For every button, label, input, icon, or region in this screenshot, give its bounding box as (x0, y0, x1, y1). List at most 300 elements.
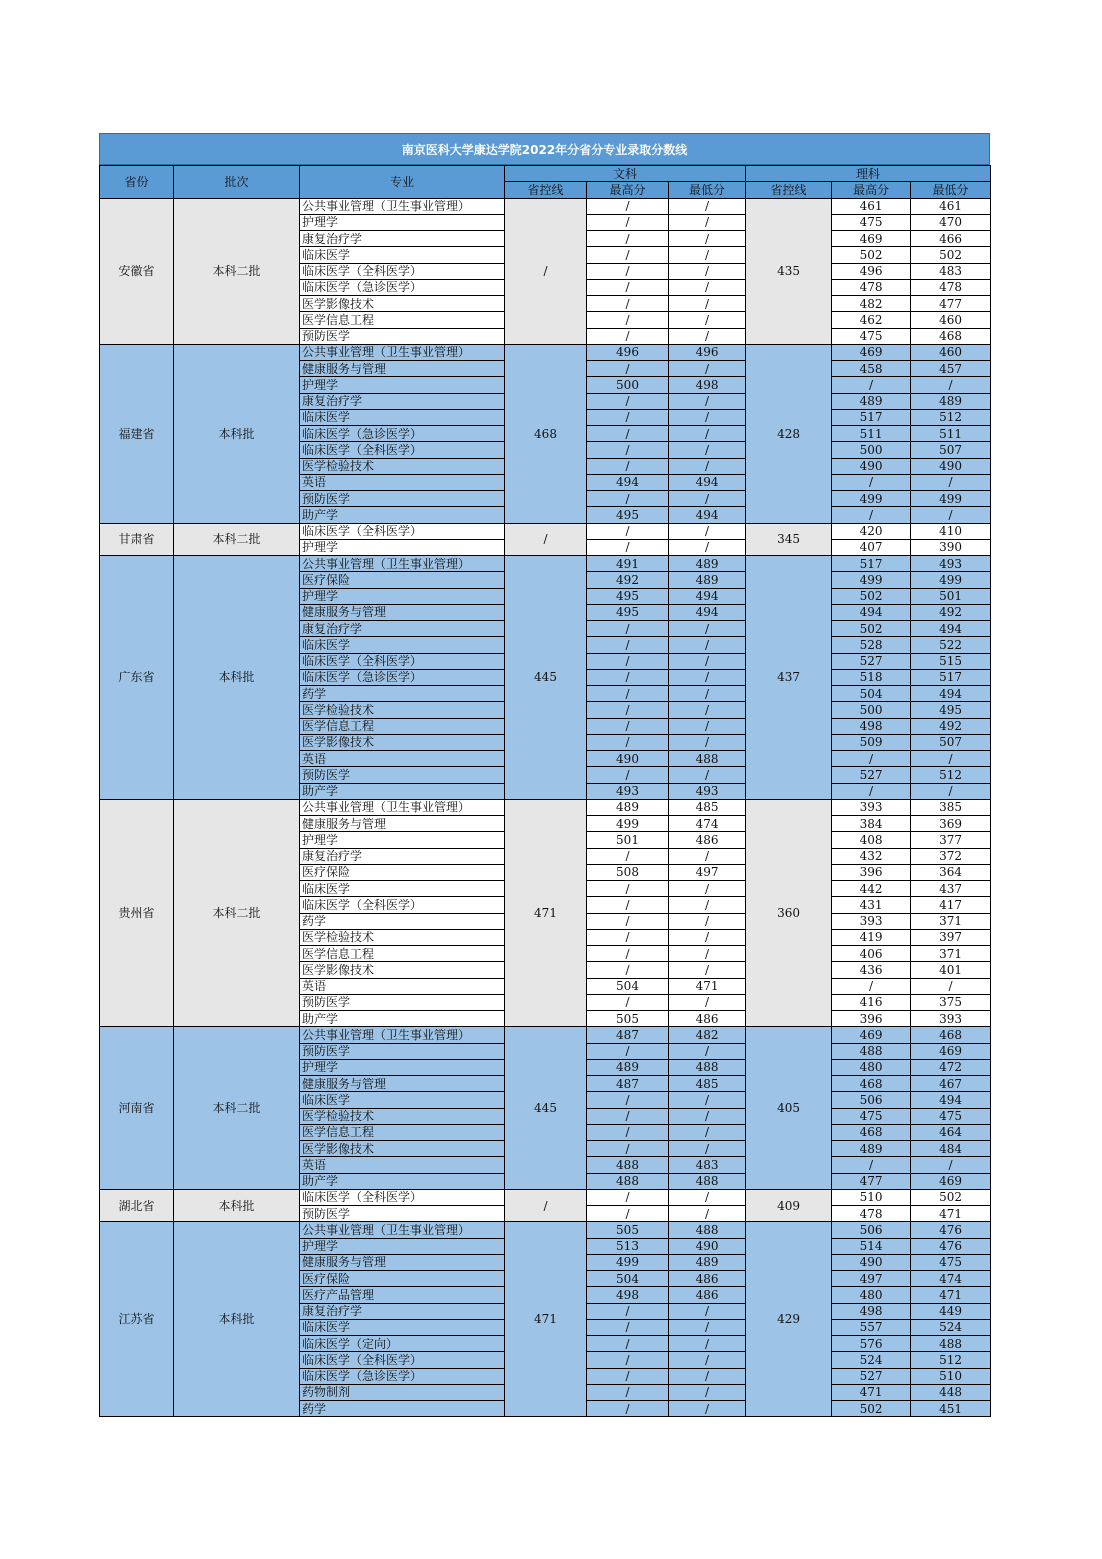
science-max-cell: 528 (832, 637, 911, 653)
science-max-cell: 518 (832, 669, 911, 685)
science-min-cell: 469 (911, 1173, 991, 1189)
science-min-cell: 393 (911, 1011, 991, 1027)
science-min-cell: / (911, 1157, 991, 1173)
major-cell: 临床医学（急诊医学） (300, 669, 505, 685)
arts-min-cell: / (669, 848, 746, 864)
arts-min-cell: / (669, 881, 746, 897)
arts-max-cell: / (587, 1319, 669, 1335)
science-max-cell: 527 (832, 767, 911, 783)
table-row (100, 556, 991, 572)
table-row (100, 344, 991, 360)
arts-max-cell: 490 (587, 751, 669, 767)
arts-max-cell: 508 (587, 864, 669, 880)
science-min-cell: 490 (911, 458, 991, 474)
sheet-title: 南京医科大学康达学院2022年分省分专业录取分数线 (99, 133, 990, 165)
major-cell: 临床医学 (300, 247, 505, 263)
science-max-cell: 504 (832, 686, 911, 702)
science-max-cell: 480 (832, 1287, 911, 1303)
science-max-cell: 500 (832, 442, 911, 458)
major-cell: 健康服务与管理 (300, 361, 505, 377)
science-min-cell: 499 (911, 572, 991, 588)
science-max-cell: 524 (832, 1352, 911, 1368)
arts-min-cell: / (669, 1352, 746, 1368)
science-min-cell: / (911, 751, 991, 767)
major-cell: 英语 (300, 1157, 505, 1173)
science-min-cell: 371 (911, 946, 991, 962)
science-max-cell: 502 (832, 621, 911, 637)
major-cell: 医学信息工程 (300, 718, 505, 734)
arts-min-cell: / (669, 718, 746, 734)
science-max-cell: 432 (832, 848, 911, 864)
science-min-cell: 477 (911, 296, 991, 312)
science-max-cell: 416 (832, 994, 911, 1010)
major-cell: 医学影像技术 (300, 962, 505, 978)
science-max-cell: 506 (832, 1092, 911, 1108)
science-min-cell: 512 (911, 409, 991, 425)
major-cell: 英语 (300, 978, 505, 994)
major-cell: 临床医学（全科医学） (300, 897, 505, 913)
science-min-cell: 461 (911, 198, 991, 214)
arts-control-line-cell: / (505, 1189, 587, 1222)
major-cell: 临床医学 (300, 637, 505, 653)
science-min-cell: 492 (911, 718, 991, 734)
province-cell: 福建省 (100, 344, 174, 523)
arts-min-cell: / (669, 1319, 746, 1335)
arts-control-line-cell: 471 (505, 1222, 587, 1417)
arts-min-cell: / (669, 279, 746, 295)
arts-max-cell: / (587, 198, 669, 214)
major-cell: 健康服务与管理 (300, 816, 505, 832)
arts-control-line-cell: / (505, 523, 587, 556)
science-min-cell: 364 (911, 864, 991, 880)
science-control-line-cell: 429 (746, 1222, 832, 1417)
science-max-cell: 468 (832, 1124, 911, 1140)
science-min-cell: 512 (911, 1352, 991, 1368)
science-min-cell: 494 (911, 1092, 991, 1108)
major-cell: 健康服务与管理 (300, 604, 505, 620)
major-cell: 英语 (300, 751, 505, 767)
science-min-cell: 476 (911, 1238, 991, 1254)
arts-min-cell: / (669, 1141, 746, 1157)
major-cell: 护理学 (300, 539, 505, 555)
arts-max-cell: / (587, 1401, 669, 1417)
science-min-cell: 377 (911, 832, 991, 848)
arts-min-cell: / (669, 702, 746, 718)
major-cell: 康复治疗学 (300, 1303, 505, 1319)
arts-max-cell: 498 (587, 1287, 669, 1303)
science-min-cell: 470 (911, 214, 991, 230)
arts-max-cell: / (587, 1124, 669, 1140)
major-cell: 康复治疗学 (300, 393, 505, 409)
science-min-cell: 372 (911, 848, 991, 864)
science-min-cell: 397 (911, 929, 991, 945)
science-max-cell: 498 (832, 1303, 911, 1319)
header-science-min: 最低分 (911, 182, 991, 198)
science-max-cell: 499 (832, 572, 911, 588)
science-min-cell: 488 (911, 1336, 991, 1352)
arts-min-cell: / (669, 767, 746, 783)
batch-cell: 本科批 (174, 344, 300, 523)
arts-min-cell: / (669, 296, 746, 312)
arts-control-line-cell: 445 (505, 1027, 587, 1190)
major-cell: 护理学 (300, 214, 505, 230)
science-max-cell: 478 (832, 1206, 911, 1222)
province-cell: 安徽省 (100, 198, 174, 344)
science-min-cell: 517 (911, 669, 991, 685)
science-min-cell: 390 (911, 539, 991, 555)
arts-min-cell: 489 (669, 556, 746, 572)
major-cell: 医疗保险 (300, 864, 505, 880)
science-min-cell: 484 (911, 1141, 991, 1157)
science-min-cell: / (911, 507, 991, 523)
major-cell: 健康服务与管理 (300, 1076, 505, 1092)
major-cell: 药学 (300, 913, 505, 929)
science-max-cell: 475 (832, 1108, 911, 1124)
arts-max-cell: 504 (587, 978, 669, 994)
major-cell: 康复治疗学 (300, 848, 505, 864)
science-max-cell: 494 (832, 604, 911, 620)
arts-min-cell: / (669, 426, 746, 442)
science-min-cell: 466 (911, 231, 991, 247)
major-cell: 康复治疗学 (300, 621, 505, 637)
science-max-cell: 461 (832, 198, 911, 214)
science-max-cell: 396 (832, 864, 911, 880)
science-max-cell: 517 (832, 556, 911, 572)
science-max-cell: 576 (832, 1336, 911, 1352)
arts-max-cell: / (587, 1336, 669, 1352)
arts-min-cell: / (669, 409, 746, 425)
arts-max-cell: / (587, 247, 669, 263)
major-cell: 临床医学（全科医学） (300, 1189, 505, 1205)
table-row (100, 1027, 991, 1043)
header-arts: 文科 (505, 166, 746, 182)
science-max-cell: 482 (832, 296, 911, 312)
arts-min-cell: 474 (669, 816, 746, 832)
science-max-cell: 497 (832, 1271, 911, 1287)
arts-max-cell: / (587, 442, 669, 458)
arts-min-cell: 496 (669, 344, 746, 360)
arts-max-cell: 488 (587, 1173, 669, 1189)
science-min-cell: 385 (911, 799, 991, 815)
science-max-cell: 506 (832, 1222, 911, 1238)
major-cell: 临床医学（全科医学） (300, 442, 505, 458)
arts-min-cell: / (669, 897, 746, 913)
arts-min-cell: / (669, 1189, 746, 1205)
major-cell: 护理学 (300, 832, 505, 848)
arts-min-cell: / (669, 1124, 746, 1140)
arts-max-cell: / (587, 913, 669, 929)
arts-max-cell: / (587, 361, 669, 377)
science-max-cell: 396 (832, 1011, 911, 1027)
major-cell: 预防医学 (300, 1206, 505, 1222)
arts-min-cell: 485 (669, 1076, 746, 1092)
major-cell: 医学信息工程 (300, 946, 505, 962)
major-cell: 临床医学（急诊医学） (300, 279, 505, 295)
science-min-cell: 507 (911, 734, 991, 750)
arts-min-cell: 485 (669, 799, 746, 815)
science-max-cell: 469 (832, 231, 911, 247)
science-max-cell: 499 (832, 491, 911, 507)
major-cell: 英语 (300, 474, 505, 490)
arts-max-cell: 505 (587, 1222, 669, 1238)
arts-min-cell: / (669, 1401, 746, 1417)
arts-min-cell: 493 (669, 783, 746, 799)
arts-min-cell: 490 (669, 1238, 746, 1254)
header-arts-min: 最低分 (669, 182, 746, 198)
science-min-cell: 410 (911, 523, 991, 539)
arts-max-cell: / (587, 1384, 669, 1400)
arts-max-cell: / (587, 458, 669, 474)
arts-min-cell: / (669, 231, 746, 247)
science-min-cell: 524 (911, 1319, 991, 1335)
arts-max-cell: / (587, 881, 669, 897)
science-max-cell: 475 (832, 214, 911, 230)
table-row (100, 799, 991, 815)
arts-max-cell: / (587, 214, 669, 230)
arts-min-cell: 471 (669, 978, 746, 994)
header-science-control-line: 省控线 (746, 182, 832, 198)
major-cell: 医学检验技术 (300, 702, 505, 718)
science-max-cell: 406 (832, 946, 911, 962)
science-min-cell: 475 (911, 1108, 991, 1124)
table-row (100, 198, 991, 214)
arts-max-cell: 495 (587, 507, 669, 523)
header-science: 理科 (746, 166, 991, 182)
arts-min-cell: / (669, 653, 746, 669)
science-control-line-cell: 360 (746, 799, 832, 1027)
arts-min-cell: 494 (669, 474, 746, 490)
province-cell: 广东省 (100, 556, 174, 800)
major-cell: 护理学 (300, 1059, 505, 1075)
arts-max-cell: / (587, 1303, 669, 1319)
header-arts-control-line: 省控线 (505, 182, 587, 198)
science-max-cell: / (832, 783, 911, 799)
batch-cell: 本科二批 (174, 799, 300, 1027)
arts-max-cell: / (587, 279, 669, 295)
major-cell: 临床医学（全科医学） (300, 263, 505, 279)
science-min-cell: 449 (911, 1303, 991, 1319)
science-max-cell: 478 (832, 279, 911, 295)
science-max-cell: 500 (832, 702, 911, 718)
science-max-cell: 502 (832, 247, 911, 263)
major-cell: 医学影像技术 (300, 1141, 505, 1157)
science-min-cell: 512 (911, 767, 991, 783)
header-arts-max: 最高分 (587, 182, 669, 198)
science-min-cell: 489 (911, 393, 991, 409)
science-min-cell: 507 (911, 442, 991, 458)
science-max-cell: 511 (832, 426, 911, 442)
science-control-line-cell: 409 (746, 1189, 832, 1222)
science-max-cell: 480 (832, 1059, 911, 1075)
science-min-cell: 501 (911, 588, 991, 604)
science-control-line-cell: 435 (746, 198, 832, 344)
arts-min-cell: 497 (669, 864, 746, 880)
major-cell: 医学影像技术 (300, 734, 505, 750)
arts-min-cell: 488 (669, 1173, 746, 1189)
science-min-cell: 499 (911, 491, 991, 507)
arts-min-cell: 498 (669, 377, 746, 393)
science-min-cell: 401 (911, 962, 991, 978)
major-cell: 公共事业管理（卫生事业管理） (300, 344, 505, 360)
science-control-line-cell: 405 (746, 1027, 832, 1190)
major-cell: 医疗产品管理 (300, 1287, 505, 1303)
science-max-cell: 489 (832, 393, 911, 409)
arts-min-cell: / (669, 913, 746, 929)
arts-min-cell: / (669, 539, 746, 555)
major-cell: 预防医学 (300, 491, 505, 507)
arts-min-cell: 486 (669, 832, 746, 848)
arts-max-cell: / (587, 734, 669, 750)
major-cell: 医学信息工程 (300, 312, 505, 328)
arts-min-cell: / (669, 523, 746, 539)
science-max-cell: 393 (832, 913, 911, 929)
major-cell: 助产学 (300, 1011, 505, 1027)
arts-min-cell: 489 (669, 1254, 746, 1270)
arts-min-cell: / (669, 198, 746, 214)
arts-max-cell: / (587, 491, 669, 507)
major-cell: 医学检验技术 (300, 1108, 505, 1124)
major-cell: 助产学 (300, 783, 505, 799)
major-cell: 预防医学 (300, 994, 505, 1010)
arts-control-line-cell: 471 (505, 799, 587, 1027)
arts-max-cell: / (587, 994, 669, 1010)
arts-max-cell: / (587, 718, 669, 734)
science-max-cell: 475 (832, 328, 911, 344)
header-science-max: 最高分 (832, 182, 911, 198)
major-cell: 临床医学 (300, 1092, 505, 1108)
arts-max-cell: 487 (587, 1076, 669, 1092)
science-max-cell: 458 (832, 361, 911, 377)
major-cell: 药学 (300, 1401, 505, 1417)
science-min-cell: 471 (911, 1287, 991, 1303)
arts-max-cell: 493 (587, 783, 669, 799)
arts-max-cell: 488 (587, 1157, 669, 1173)
science-max-cell: 510 (832, 1189, 911, 1205)
science-max-cell: 469 (832, 344, 911, 360)
arts-max-cell: / (587, 312, 669, 328)
science-min-cell: 369 (911, 816, 991, 832)
arts-min-cell: / (669, 1092, 746, 1108)
science-control-line-cell: 428 (746, 344, 832, 523)
batch-cell: 本科二批 (174, 198, 300, 344)
major-cell: 医学检验技术 (300, 929, 505, 945)
science-min-cell: 468 (911, 328, 991, 344)
arts-min-cell: / (669, 263, 746, 279)
major-cell: 临床医学 (300, 409, 505, 425)
arts-min-cell: 483 (669, 1157, 746, 1173)
science-min-cell: 469 (911, 1043, 991, 1059)
arts-min-cell: 486 (669, 1011, 746, 1027)
science-max-cell: 488 (832, 1043, 911, 1059)
province-cell: 湖北省 (100, 1189, 174, 1222)
arts-min-cell: / (669, 1206, 746, 1222)
major-cell: 临床医学（急诊医学） (300, 426, 505, 442)
major-cell: 健康服务与管理 (300, 1254, 505, 1270)
science-min-cell: / (911, 474, 991, 490)
major-cell: 公共事业管理（卫生事业管理） (300, 1027, 505, 1043)
arts-min-cell: / (669, 214, 746, 230)
arts-min-cell: / (669, 312, 746, 328)
batch-cell: 本科批 (174, 1222, 300, 1417)
arts-min-cell: / (669, 491, 746, 507)
arts-max-cell: 501 (587, 832, 669, 848)
major-cell: 医疗保险 (300, 572, 505, 588)
science-max-cell: 384 (832, 816, 911, 832)
arts-max-cell: / (587, 848, 669, 864)
science-max-cell: 490 (832, 1254, 911, 1270)
arts-max-cell: 494 (587, 474, 669, 490)
major-cell: 医学检验技术 (300, 458, 505, 474)
science-min-cell: 511 (911, 426, 991, 442)
arts-max-cell: / (587, 523, 669, 539)
science-max-cell: 477 (832, 1173, 911, 1189)
science-max-cell: 514 (832, 1238, 911, 1254)
science-min-cell: 375 (911, 994, 991, 1010)
arts-min-cell: / (669, 393, 746, 409)
major-cell: 临床医学（全科医学） (300, 653, 505, 669)
science-max-cell: 436 (832, 962, 911, 978)
science-max-cell: 393 (832, 799, 911, 815)
arts-max-cell: / (587, 929, 669, 945)
arts-min-cell: / (669, 637, 746, 653)
province-cell: 甘肃省 (100, 523, 174, 556)
arts-max-cell: / (587, 296, 669, 312)
score-table-body (100, 198, 991, 1417)
major-cell: 临床医学（全科医学） (300, 523, 505, 539)
science-min-cell: 502 (911, 1189, 991, 1205)
arts-min-cell: 488 (669, 1059, 746, 1075)
header-batch: 批次 (174, 166, 300, 199)
table-row (100, 1189, 991, 1205)
arts-max-cell: / (587, 328, 669, 344)
science-min-cell: 475 (911, 1254, 991, 1270)
science-min-cell: 451 (911, 1401, 991, 1417)
major-cell: 助产学 (300, 1173, 505, 1189)
major-cell: 药物制剂 (300, 1384, 505, 1400)
arts-min-cell: / (669, 621, 746, 637)
arts-min-cell: 486 (669, 1271, 746, 1287)
science-max-cell: 498 (832, 718, 911, 734)
science-min-cell: 471 (911, 1206, 991, 1222)
batch-cell: 本科批 (174, 556, 300, 800)
major-cell: 临床医学（全科医学） (300, 1352, 505, 1368)
arts-max-cell: / (587, 621, 669, 637)
arts-max-cell: 513 (587, 1238, 669, 1254)
arts-max-cell: / (587, 263, 669, 279)
science-min-cell: 476 (911, 1222, 991, 1238)
score-table (99, 165, 991, 1417)
science-min-cell: 460 (911, 344, 991, 360)
science-max-cell: 527 (832, 653, 911, 669)
science-min-cell: 510 (911, 1368, 991, 1384)
major-cell: 公共事业管理（卫生事业管理） (300, 556, 505, 572)
major-cell: 护理学 (300, 588, 505, 604)
arts-min-cell: 486 (669, 1287, 746, 1303)
science-max-cell: 496 (832, 263, 911, 279)
science-max-cell: / (832, 377, 911, 393)
admission-score-sheet (99, 133, 990, 1417)
arts-max-cell: 489 (587, 1059, 669, 1075)
table-row (100, 1222, 991, 1238)
science-max-cell: 471 (832, 1384, 911, 1400)
province-cell: 河南省 (100, 1027, 174, 1190)
science-max-cell: 490 (832, 458, 911, 474)
major-cell: 护理学 (300, 1238, 505, 1254)
major-cell: 护理学 (300, 377, 505, 393)
arts-min-cell: / (669, 328, 746, 344)
science-max-cell: / (832, 507, 911, 523)
science-min-cell: 467 (911, 1076, 991, 1092)
